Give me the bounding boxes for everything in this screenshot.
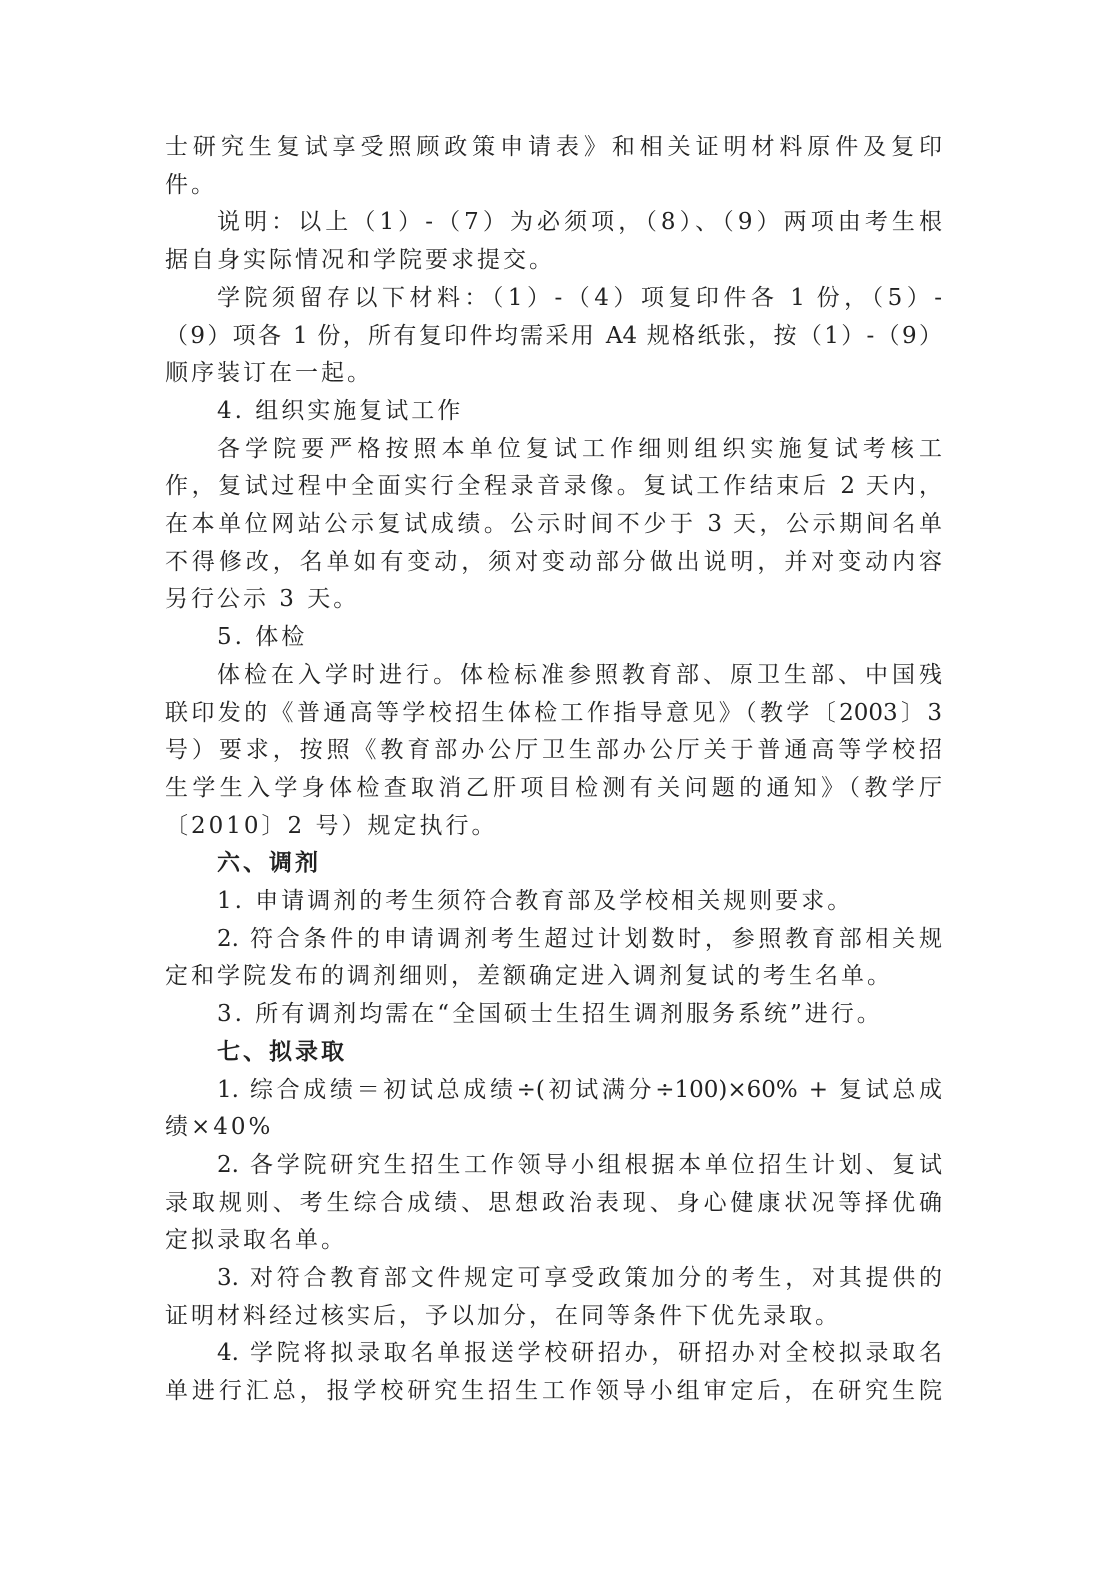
text-line: 绩×40% (165, 1114, 274, 1141)
text-line: 1. 综合成绩＝初试总成绩÷(初试满分÷100)×60% + 复试总成 (217, 1076, 942, 1103)
text-line: （9）项各 1 份，所有复印件均需采用 A4 规格纸张，按（1）-（9） (165, 322, 942, 349)
text-line: 单进行汇总，报学校研究生招生工作领导小组审定后，在研究生院 (165, 1378, 942, 1405)
text-line: 说明：以上（1）-（7）为必须项，（8）、（9）两项由考生根 (217, 209, 942, 236)
text-line: 2. 符合条件的申请调剂考生超过计划数时，参照教育部相关规 (217, 925, 942, 952)
text-line: 录取规则、考生综合成绩、思想政治表现、身心健康状况等择优确 (165, 1189, 942, 1216)
text-line: 顺序装订在一起。 (165, 360, 373, 387)
text-line: 体检在入学时进行。体检标准参照教育部、原卫生部、中国残 (217, 661, 942, 688)
text-line: 4. 组织实施复试工作 (217, 397, 464, 424)
text-line: 学院须留存以下材料：（1）-（4）项复印件各 1 份，（5）- (217, 284, 942, 311)
text-line: 不得修改，名单如有变动，须对变动部分做出说明，并对变动内容 (165, 548, 942, 575)
text-line: 另行公示 3 天。 (165, 586, 360, 613)
text-line: 件。 (165, 171, 217, 198)
text-line: 定和学院发布的调剂细则，差额确定进入调剂复试的考生名单。 (165, 963, 893, 990)
text-line: 〔2010〕2 号）规定执行。 (165, 812, 498, 839)
text-line: 联印发的《普通高等学校招生体检工作指导意见》（教学〔2003〕3 (165, 699, 942, 726)
text-line: 生学生入学身体检查取消乙肝项目检测有关问题的通知》（教学厅 (165, 774, 942, 801)
text-line: 据自身实际情况和学院要求提交。 (165, 247, 555, 274)
text-line: 3. 对符合教育部文件规定可享受政策加分的考生，对其提供的 (217, 1265, 942, 1291)
section-heading: 七、拟录取 (217, 1037, 347, 1065)
text-line: 5. 体检 (217, 624, 308, 651)
text-line: 在本单位网站公示复试成绩。公示时间不少于 3 天，公示期间名单 (165, 511, 942, 537)
text-line: 作，复试过程中全面实行全程录音录像。复试工作结束后 2 天内， (165, 473, 942, 500)
text-line: 各学院要严格按照本单位复试工作细则组织实施复试考核工 (217, 435, 942, 462)
text-line: 3. 所有调剂均需在“全国硕士生招生调剂服务系统”进行。 (217, 1001, 883, 1028)
text-line: 4. 学院将拟录取名单报送学校研招办，研招办对全校拟录取名 (217, 1340, 942, 1367)
text-line: 士研究生复试享受照顾政策申请表》和相关证明材料原件及复印 (165, 134, 942, 160)
text-line: 定拟录取名单。 (165, 1227, 347, 1254)
text-line: 号）要求，按照《教育部办公厅卫生部办公厅关于普通高等学校招 (165, 737, 942, 764)
text-line: 证明材料经过核实后，予以加分，在同等条件下优先录取。 (165, 1302, 841, 1329)
text-line: 1. 申请调剂的考生须符合教育部及学校相关规则要求。 (217, 888, 854, 914)
text-line: 2. 各学院研究生招生工作领导小组根据本单位招生计划、复试 (217, 1151, 942, 1178)
section-heading: 六、调剂 (217, 849, 321, 877)
